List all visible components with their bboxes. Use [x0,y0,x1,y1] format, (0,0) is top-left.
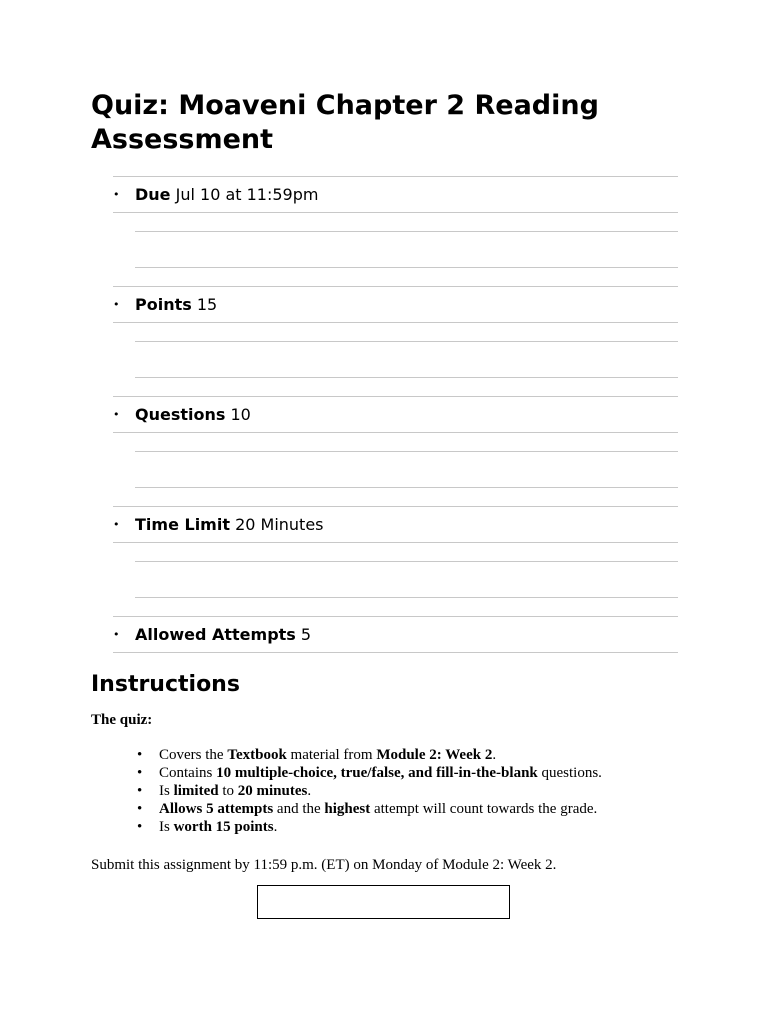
detail-value: 10 [230,405,251,424]
divider [135,232,678,268]
instructions-list [137,746,697,836]
detail-value: 5 [300,625,312,644]
divider [113,488,678,507]
detail-row [113,287,678,323]
text: Is [159,819,174,835]
detail-row [113,177,678,213]
detail-label: Questions [135,405,226,424]
text: . [307,783,312,799]
text: Covers the [159,747,228,763]
list-item [137,800,697,818]
detail-allowed-attempts [113,617,678,653]
bold-text: highest [324,801,371,817]
divider [135,543,678,562]
detail-value: 15 [196,295,218,314]
detail-label: Allowed Attempts [135,625,296,644]
text: and the [273,801,325,817]
text: . [273,819,278,835]
bullet-icon: • [113,628,120,641]
bullet-icon: • [113,188,120,201]
submit-note: Submit this assignment by 11:59 p.m. (ET) on Monday of Module 2: Week 2. [91,857,557,873]
bold-text: Module 2: Week 2 [376,747,493,763]
detail-row [113,507,678,543]
detail-label: Due [135,185,171,204]
divider [135,433,678,452]
detail-value: Jul 10 at 11:59pm [175,185,319,204]
detail-due [113,177,678,287]
bullet-icon: • [113,408,120,421]
list-item [137,746,697,764]
detail-label: Time Limit [135,515,230,534]
divider [135,452,678,488]
bold-text: limited [173,783,219,799]
bold-text: 20 minutes [237,783,308,799]
quiz-intro: The quiz: [91,712,153,728]
quiz-details-list [113,176,678,653]
divider [113,268,678,287]
page-title: Quiz: Moaveni Chapter 2 Reading Assessment [91,90,599,155]
divider [135,562,678,598]
divider [113,378,678,397]
divider [113,598,678,617]
text: to [218,783,238,799]
list-item [137,764,697,782]
text: Contains [159,765,217,781]
detail-row [113,617,678,653]
list-item [137,782,697,800]
detail-time-limit [113,507,678,617]
bold-text: Allows 5 attempts [159,801,274,817]
detail-label: Points [135,295,192,314]
text: . [492,747,497,763]
detail-value: 20 Minutes [235,515,324,534]
bold-text: 10 multiple-choice, true/false, and fill-in-the-blank [216,765,538,781]
divider [135,323,678,342]
bullet-icon: • [113,298,120,311]
divider [135,213,678,232]
bold-text: Textbook [227,747,287,763]
detail-row [113,397,678,433]
text: questions. [537,765,602,781]
detail-questions [113,397,678,507]
bullet-icon: • [113,518,120,531]
list-item [137,818,697,836]
divider [135,342,678,378]
instructions-heading: Instructions [91,672,240,697]
bold-text: worth 15 points [173,819,274,835]
detail-points [113,287,678,397]
empty-box [257,885,510,919]
text: attempt will count towards the grade. [370,801,598,817]
text: material from [286,747,377,763]
text: Is [159,783,174,799]
